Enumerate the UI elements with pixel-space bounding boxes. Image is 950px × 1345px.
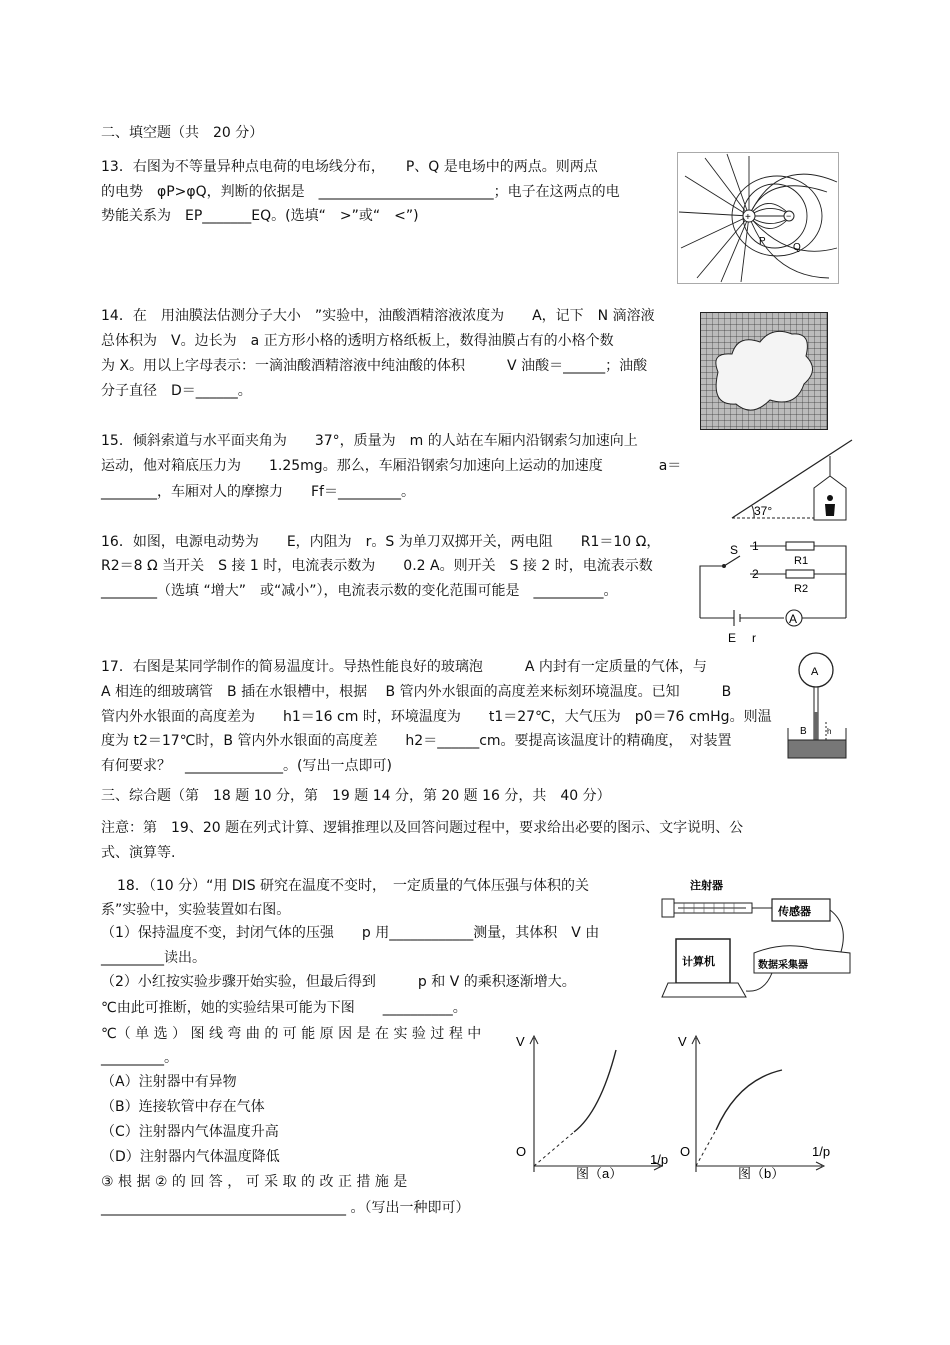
q13-line1: 13．右图为不等量异种点电荷的电场线分布， P、Q 是电场中的两点。则两点: [101, 159, 598, 175]
section3-title: 三、综合题（第 18 题 10 分，第 19 题 14 分，第 20 题 16 分，共 40 分）: [101, 788, 611, 804]
q18-line1: 18．（10 分）“用 DIS 研究在温度不变时， 一定质量的气体压强与体积的关: [117, 878, 590, 894]
q18-line4: _________读出。: [101, 950, 206, 966]
q17-label-b: B: [800, 726, 807, 737]
q16-line2: R2＝8 Ω 当开关 S 接 1 时，电流表示数为 0.2 A。则开关 S 接 2 时，电流表示数: [101, 558, 653, 574]
q16-label-r1: R1: [794, 555, 809, 567]
q17-line3: 管内外水银面的高度差为 h1＝16 cm 时，环境温度为 t1＝27℃，大气压为 p0＝76 cmHg。则温: [101, 709, 772, 725]
q16-line1: 16．如图，电源电动势为 E，内阻为 r。S 为单刀双掷开关，两电阻 R1＝10 Ω，: [101, 534, 661, 550]
q17-label-a: A: [811, 666, 819, 678]
q18-collector-label: 数据采集器: [758, 960, 808, 971]
q18-line7: ℃（ 单 选 ） 图 线 弯 曲 的 可 能 原 因 是 在 实 验 过 程 中: [101, 1026, 482, 1042]
svg-text:+: +: [745, 212, 751, 223]
q13-label-p: P: [759, 236, 766, 247]
q18-graph-b-caption: 图（b）: [738, 1166, 785, 1181]
q16-label-r: r: [752, 631, 756, 644]
q14-line3: 为 X。用以上字母表示：一滴油酸酒精溶液中纯油酸的体积 V 油酸＝______；油酸: [101, 358, 648, 374]
q18-sensor-label: 传感器: [778, 906, 811, 918]
q16-label-s: S: [730, 543, 739, 557]
q18-graph-a-caption: 图（a）: [576, 1166, 623, 1181]
q17-label-h: h: [827, 727, 832, 736]
q18-option-c: （C）注射器内气体温度升高: [101, 1124, 279, 1140]
q14-line4: 分子直径 D＝______。: [101, 383, 252, 399]
q18-graph-b-ylabel: V: [678, 1034, 687, 1049]
q18-apparatus-figure: [654, 875, 854, 1005]
q18-line5: （2）小红按实验步骤开始实验，但最后得到 p 和 V 的乘积逐渐增大。: [101, 974, 576, 990]
q18-graph-a-origin: O: [516, 1144, 527, 1159]
q16-circuit-figure: [694, 532, 854, 644]
q15-angle-label: 37°: [754, 504, 773, 518]
q13-field-lines-figure: [677, 152, 839, 284]
q15-line3: ________，车厢对人的摩擦力 Ff＝_________。: [101, 484, 415, 500]
q13-line2: 的电势 φP>φQ，判断的依据是 _________________________；电子在这两点的电: [101, 184, 620, 200]
q18-option-b: （B）连接软管中存在气体: [101, 1099, 265, 1115]
q18-syringe-label: 注射器: [690, 880, 723, 892]
q18-line2: 系”实验中，实验装置如右图。: [101, 902, 291, 918]
q15-cable-car-figure: [728, 436, 854, 522]
q16-ammeter-label: A: [789, 612, 798, 626]
q16-label-e: E: [728, 631, 737, 644]
q18-line10: ___________________________________ 。（写出一种即可）: [101, 1200, 470, 1216]
q16-label-1: 1: [752, 539, 759, 553]
note-line2: 式、演算等.: [101, 845, 176, 861]
q14-grid-oil-film-figure: [700, 312, 828, 430]
q17-thermometer-figure: [786, 650, 850, 760]
q18-line8: _________。: [101, 1050, 178, 1066]
q18-graph-a: [510, 1030, 670, 1185]
q13-label-q: Q: [793, 242, 801, 253]
q18-option-d: （D）注射器内气体温度降低: [101, 1149, 280, 1165]
q17-line1: 17．右图是某同学制作的简易温度计。导热性能良好的玻璃泡 A 内封有一定质量的气体，与: [101, 659, 707, 675]
q14-line2: 总体积为 V。边长为 a 正方形小格的透明方格纸板上，数得油膜占有的小格个数: [101, 333, 614, 349]
q18-graph-a-ylabel: V: [516, 1034, 525, 1049]
q18-graph-b-xlabel: 1/p: [812, 1144, 831, 1159]
q16-label-2: 2: [752, 567, 759, 581]
section2-title: 二、填空题（共 20 分）: [101, 125, 264, 141]
q18-graph-b: [672, 1030, 842, 1185]
q16-label-r2: R2: [794, 583, 809, 595]
svg-text:−: −: [786, 211, 792, 221]
q15-line2: 运动，他对箱底压力为 1.25mg。那么，车厢沿钢索匀加速向上运动的加速度 a＝: [101, 458, 682, 474]
q18-line6: ℃由此可推断，她的实验结果可能为下图 __________。: [101, 1000, 467, 1016]
q15-line1: 15．倾斜索道与水平面夹角为 37°，质量为 m 的人站在车厢内沿钢索匀加速向上: [101, 433, 638, 449]
q18-graph-a-xlabel: 1/p: [650, 1152, 669, 1167]
q17-line5: 有何要求？ ______________。(写出一点即可): [101, 758, 392, 774]
q16-line3: ________（选填 “增大” 或“减小”），电流表示数的变化范围可能是 __________。: [101, 583, 618, 599]
q18-graph-b-origin: O: [680, 1144, 691, 1159]
q18-option-a: （A）注射器中有异物: [101, 1074, 237, 1090]
q18-line3: （1）保持温度不变，封闭气体的压强 p 用____________测量，其体积 V 由: [101, 925, 600, 941]
q17-line2: A 相连的细玻璃管 B 插在水银槽中，根据 B 管内外水银面的高度差来标刻环境温度。已知 B: [101, 684, 732, 700]
q13-line3: 势能关系为 EP_______EQ。(选填“ >”或“ <”): [101, 208, 419, 224]
q18-line9: ③ 根 据 ② 的 回 答 ， 可 采 取 的 改 正 措 施 是: [101, 1174, 408, 1190]
q14-line1: 14．在 用油膜法估测分子大小 ”实验中，油酸酒精溶液浓度为 A，记下 N 滴溶液: [101, 308, 655, 324]
note-line1: 注意：第 19、20 题在列式计算、逻辑推理以及回答问题过程中，要求给出必要的图示、文字说明、公: [101, 820, 744, 836]
q18-computer-label: 计算机: [682, 956, 715, 968]
q17-line4: 度为 t2＝17℃时，B 管内外水银面的高度差 h2＝______cm。要提高该温度计的精确度， 对装置: [101, 733, 732, 749]
